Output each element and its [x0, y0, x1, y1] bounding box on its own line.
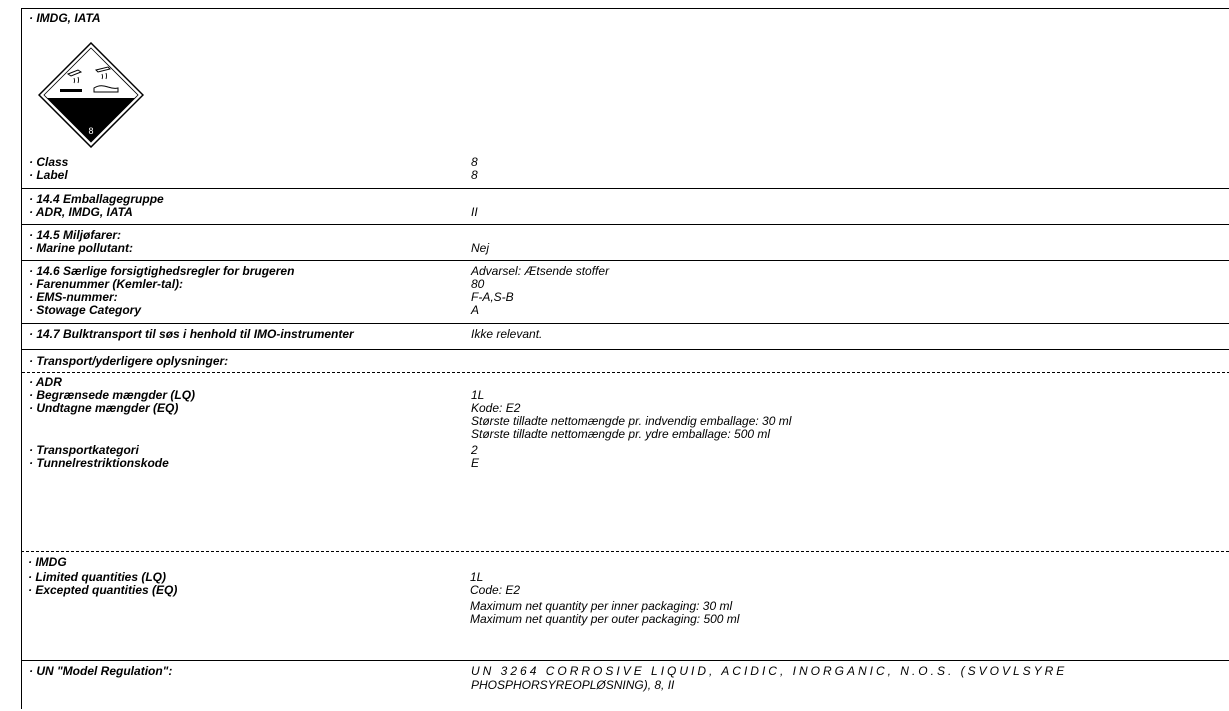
adr-tunnel-value: E [471, 456, 480, 470]
packing-group-label: · ADR, IMDG, IATA [29, 205, 133, 219]
kemler-value: 80 [471, 277, 485, 291]
adr-eq-line: Kode: E2 [471, 401, 521, 415]
ems-label: · EMS-nummer: [29, 290, 118, 304]
un-model-label: · UN "Model Regulation": [29, 664, 173, 678]
corrosive-diamond-icon [38, 42, 144, 148]
imdg-heading: · IMDG [28, 555, 67, 569]
class-label: · Class [29, 155, 69, 169]
imdg-lq-value: 1L [470, 570, 484, 584]
imdg-divider [21, 551, 1229, 552]
adr-lq-value: 1L [471, 388, 485, 402]
imdg-eq-line: Code: E2 [470, 583, 521, 597]
further-info-label: · Transport/yderligere oplysninger: [29, 354, 229, 368]
adr-heading: · ADR [29, 375, 62, 389]
marine-pollutant-label: · Marine pollutant: [29, 241, 133, 255]
un-model-line2: PHOSPHORSYREOPLØSNING), 8, II [471, 678, 675, 692]
adr-lq-label: · Begrænsede mængder (LQ) [29, 388, 196, 402]
imdg-rows [21, 556, 1229, 648]
stowage-value: A [471, 303, 480, 317]
ems-value: F-A,S-B [471, 290, 514, 304]
imdg-eq-line: Maximum net quantity per outer packaging: 500 ml [470, 612, 740, 626]
imdg-lq-label: · Limited quantities (LQ) [28, 570, 166, 584]
imdg-eq-line: Maximum net quantity per inner packaging: 30 ml [470, 599, 733, 613]
un-model-line1: UN 3264 CORROSIVE LIQUID, ACIDIC, INORGANIC, N.O.S. (SVOVLSYRE [471, 664, 1068, 678]
hazard-class-number: 8 [88, 126, 94, 136]
bulk-label: · 14.7 Bulktransport til søs i henhold til IMO-instrumenter [29, 327, 354, 341]
environment-heading: · 14.5 Miljøfarer: [29, 228, 122, 242]
stowage-label: · Stowage Category [29, 303, 142, 317]
adr-category-label: · Transportkategori [29, 443, 139, 457]
adr-tunnel-label: · Tunnelrestriktionskode [29, 456, 169, 470]
adr-eq-line: Største tilladte nettomængde pr. indvendig emballage: 30 ml [471, 414, 792, 428]
precautions-heading: · 14.6 Særlige forsigtighedsregler for brugeren [29, 264, 295, 278]
imdg-iata-header: · IMDG, IATA [29, 11, 101, 25]
label-label: · Label [29, 168, 68, 182]
marine-pollutant-value: Nej [471, 241, 490, 255]
kemler-label: · Farenummer (Kemler-tal): [29, 277, 184, 291]
precautions-warning: Advarsel: Ætsende stoffer [471, 264, 610, 278]
class-value: 8 [471, 155, 478, 169]
adr-category-value: 2 [471, 443, 478, 457]
adr-eq-label: · Undtagne mængder (EQ) [29, 401, 179, 415]
label-value: 8 [471, 168, 478, 182]
adr-section [22, 372, 1229, 483]
imdg-eq-label: · Excepted quantities (EQ) [28, 583, 178, 597]
un-model-section [22, 660, 1229, 711]
packing-group-heading: · 14.4 Emballagegruppe [29, 192, 164, 206]
adr-eq-line: Største tilladte nettomængde pr. ydre emballage: 500 ml [471, 427, 771, 441]
bulk-value: Ikke relevant. [471, 327, 543, 341]
packing-group-value: II [471, 205, 478, 219]
